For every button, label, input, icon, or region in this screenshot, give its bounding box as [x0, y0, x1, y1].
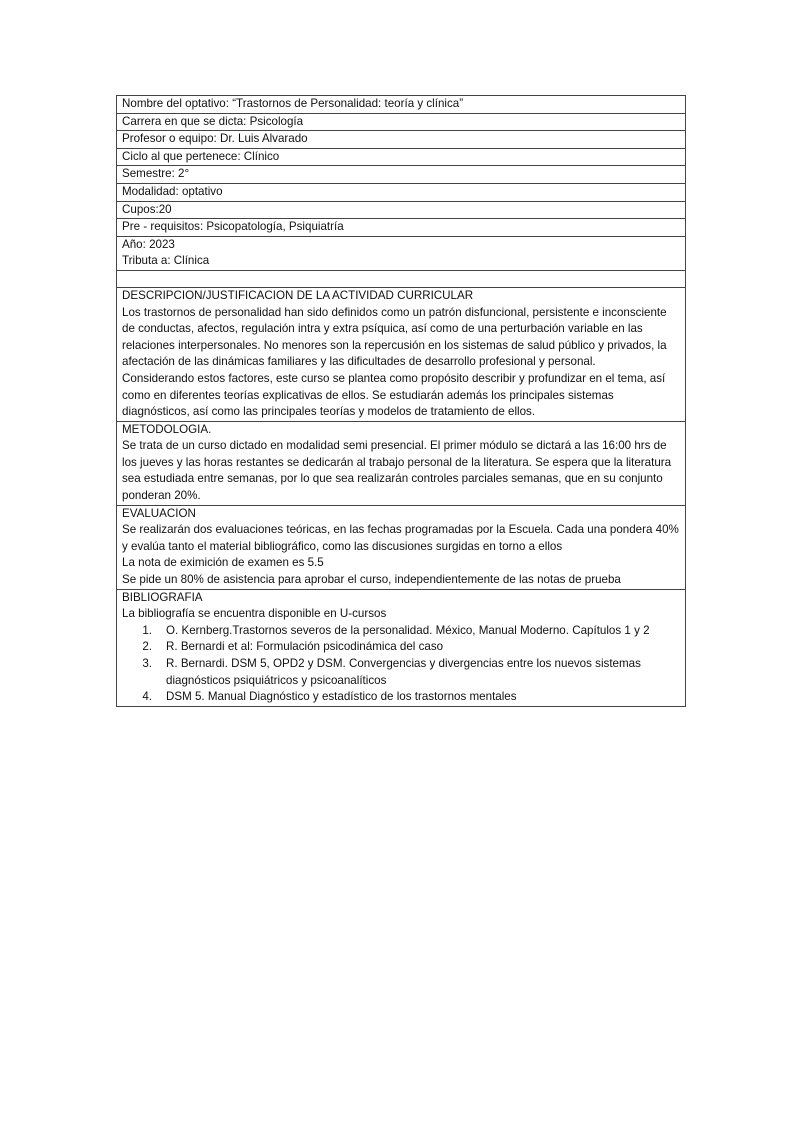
bibliography-item-number: 1.: [142, 623, 152, 637]
year-text: Año: 2023: [122, 237, 175, 251]
bibliography-item: [122, 639, 681, 656]
bibliography-item-text: R. Bernardi et al: Formulación psicodinámica del caso: [166, 640, 444, 654]
bibliography-item-text: O. Kernberg.Trastornos severos de la personalidad. México, Manual Moderno. Capítulos 1 y 2: [166, 623, 650, 637]
description-heading: DESCRIPCION/JUSTIFICACION DE LA ACTIVIDAD CURRICULAR: [122, 288, 474, 302]
evaluation-paragraph-3: Se pide un 80% de asistencia para aprobar el curso, independientemente de las notas de prueba: [122, 573, 621, 587]
bibliography-item-number: 3.: [142, 657, 152, 670]
prerequisites-row: Pre - requisitos: Psicopatología, Psiquiatría: [117, 219, 685, 237]
description-paragraph-2: Considerando estos factores, este curso se plantea como propósito describir y profundizar en el tema, así como en diferentes teorías explicativas de ellos. Se estudiarán además los principales sistemas diagnósticos, así como las principales teorías y modelos de tratamiento de ellos.: [122, 371, 666, 419]
bibliography-heading: BIBLIOGRAFIA: [122, 590, 203, 604]
year-row: [117, 237, 685, 271]
quota-row: Cupos:20: [117, 202, 685, 220]
methodology-paragraph: Se trata de un curso dictado en modalidad semi presencial. El primer módulo se dictará a las 16:00 hrs de los jueves y las horas restantes se dedicarán al trabajo personal de la literatura. Se espera que la literatura sea estudiada entre semanas, por lo que sea realizarán controles parciales semanas, que en su conjunto ponderan 20%.: [122, 439, 672, 503]
bibliography-intro: La bibliografía se encuentra disponible en U-cursos: [122, 607, 387, 621]
bibliography-item: [122, 656, 681, 689]
evaluation-paragraph-1: Se realizarán dos evaluaciones teóricas, en las fechas programadas por la Escuela. Cada una pondera 40% y evalúa tanto el material bibliográfico, como las discusiones surgidas en torno a ellos: [122, 523, 679, 553]
bibliography-item-text: DSM 5. Manual Diagnóstico y estadístico de los trastornos mentales: [166, 690, 517, 704]
course-name-row: Nombre del optativo: “Trastornos de Personalidad: teoría y clínica”: [117, 96, 685, 114]
methodology-section: [117, 422, 685, 506]
bibliography-list: [122, 623, 681, 706]
description-paragraph-1: Los trastornos de personalidad han sido definidos como un patrón disfuncional, persistente e inconsciente de conductas, afectos, regulación intra y extra psíquica, así como de una perturbación variable en las relaciones interpersonales. No menores son la repercusión en los sistemas de salud público y privados, la afectación de las dinámicas familiares y las dificultades de desarrollo profesional y personal.: [122, 305, 667, 369]
bibliography-item-text: R. Bernardi. DSM 5, OPD2 y DSM. Convergencias y divergencias entre los nuevos sistemas diagnósticos psiquiátricos y psicoanalíticos: [166, 657, 641, 687]
evaluation-heading: EVALUACION: [122, 506, 196, 520]
cycle-row: Ciclo al que pertenece: Clínico: [117, 149, 685, 167]
bibliography-item-number: 4.: [142, 690, 152, 704]
bibliography-item: [122, 689, 681, 706]
bibliography-item-number: 2.: [142, 640, 152, 654]
tributes-text: Tributa a: Clínica: [122, 254, 210, 268]
evaluation-section: [117, 506, 685, 590]
semester-row: Semestre: 2°: [117, 166, 685, 184]
empty-row: [117, 271, 685, 288]
professor-row: Profesor o equipo: Dr. Luis Alvarado: [117, 131, 685, 149]
career-row: Carrera en que se dicta: Psicología: [117, 114, 685, 132]
bibliography-item: [122, 623, 681, 640]
evaluation-paragraph-2: La nota de eximición de examen es 5.5: [122, 556, 324, 570]
modality-row: Modalidad: optativo: [117, 184, 685, 202]
bibliography-section: [117, 590, 685, 707]
course-table: [116, 95, 686, 707]
methodology-heading: METODOLOGIA.: [122, 422, 212, 436]
description-section: [117, 288, 685, 422]
